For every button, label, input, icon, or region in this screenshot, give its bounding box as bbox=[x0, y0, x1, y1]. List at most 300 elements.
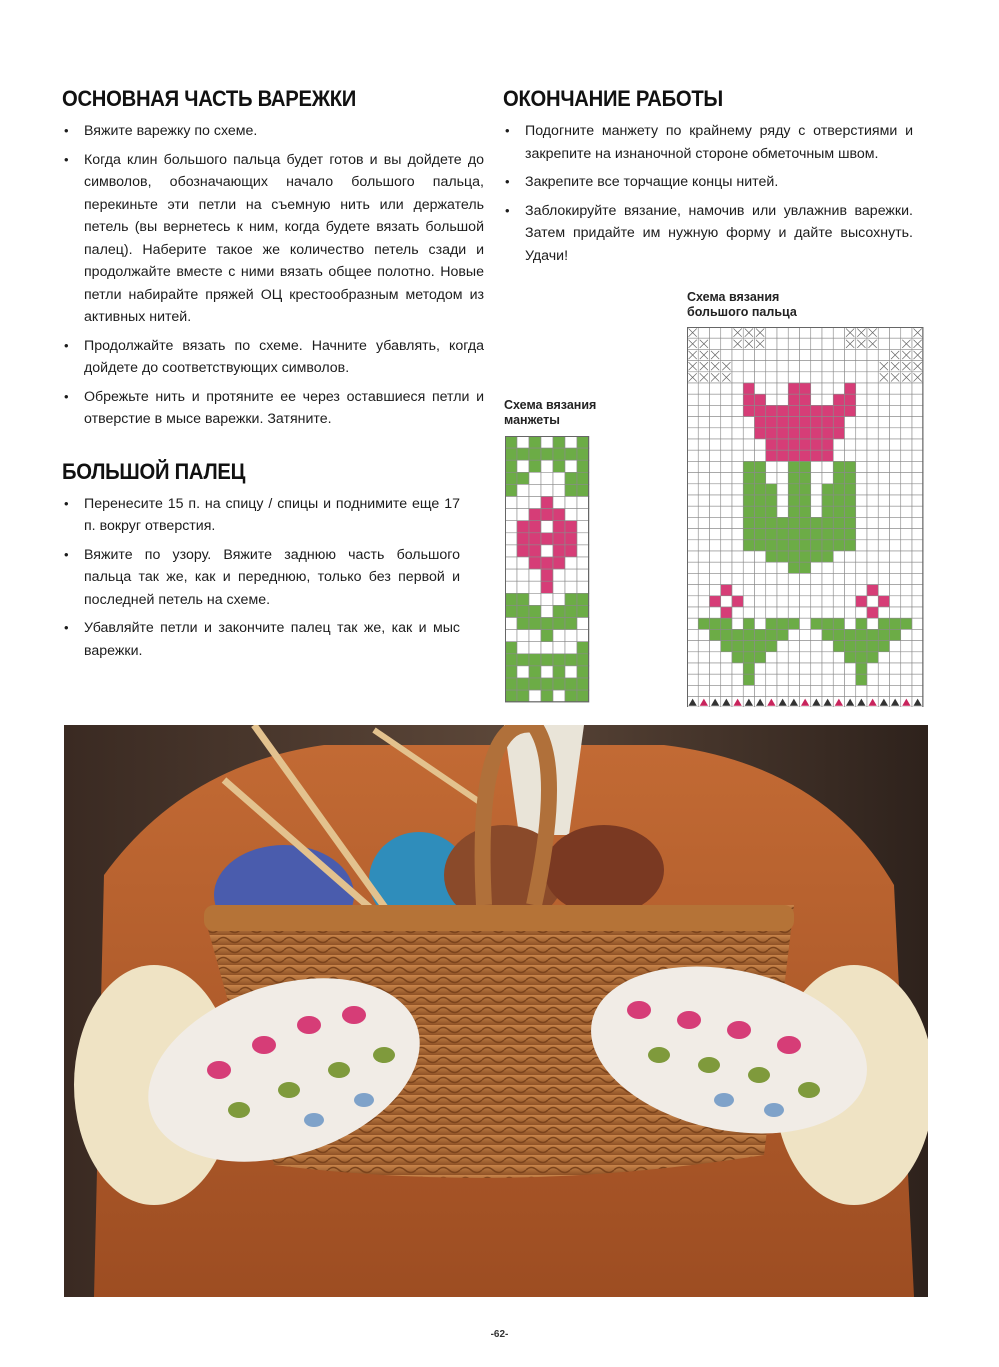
chart-cell bbox=[856, 361, 867, 372]
chart-cell bbox=[755, 652, 766, 663]
chart-cell bbox=[878, 473, 889, 484]
chart-cell bbox=[529, 460, 541, 472]
chart-cell bbox=[890, 439, 901, 450]
chart-cell bbox=[732, 383, 743, 394]
chart-cell bbox=[845, 349, 856, 360]
chart-cell bbox=[743, 349, 754, 360]
chart-cell bbox=[845, 573, 856, 584]
chart-cell bbox=[800, 405, 811, 416]
chart-cell bbox=[766, 450, 777, 461]
chart-cell bbox=[721, 618, 732, 629]
chart-cell bbox=[811, 327, 822, 338]
chart-cell bbox=[890, 573, 901, 584]
chart-cell bbox=[766, 573, 777, 584]
chart-cell bbox=[577, 472, 589, 484]
chart-cell bbox=[505, 545, 517, 557]
chart-cell bbox=[777, 629, 788, 640]
chart-cell bbox=[901, 596, 912, 607]
chart-cell bbox=[845, 596, 856, 607]
chart-cell bbox=[710, 327, 721, 338]
list-item: • Вяжите варежку по схеме. bbox=[62, 120, 484, 143]
chart-cell bbox=[867, 652, 878, 663]
chart-cell bbox=[743, 607, 754, 618]
chart-cell bbox=[777, 562, 788, 573]
chart-cell bbox=[732, 461, 743, 472]
chart-cell bbox=[777, 372, 788, 383]
chart-cell bbox=[541, 642, 553, 654]
chart-cell bbox=[856, 383, 867, 394]
chart-cell bbox=[710, 484, 721, 495]
chart-cell bbox=[766, 596, 777, 607]
chart-cell bbox=[755, 573, 766, 584]
chart-cell bbox=[710, 629, 721, 640]
chart-cell bbox=[867, 663, 878, 674]
chart-cell bbox=[800, 506, 811, 517]
chart-cell bbox=[833, 372, 844, 383]
chart-cell bbox=[541, 605, 553, 617]
chart-cell bbox=[878, 428, 889, 439]
chart-cell bbox=[811, 573, 822, 584]
chart-cell bbox=[755, 629, 766, 640]
chart-cell bbox=[577, 484, 589, 496]
chart-cell bbox=[710, 461, 721, 472]
chart-cell bbox=[777, 394, 788, 405]
chart-cell bbox=[721, 405, 732, 416]
chart-cell bbox=[800, 484, 811, 495]
chart-cell bbox=[845, 517, 856, 528]
chart-cell bbox=[698, 641, 709, 652]
chart-cell bbox=[766, 529, 777, 540]
chart-cell bbox=[553, 569, 565, 581]
chart-cell bbox=[565, 666, 577, 678]
chart-cell bbox=[800, 461, 811, 472]
chart-cell bbox=[901, 428, 912, 439]
list-item: • Подогните манжету по крайнему ряду с отверстиями и закрепите на изнаночной стороне обметочным швом. bbox=[503, 120, 913, 165]
chart-cell bbox=[766, 372, 777, 383]
chart-cell bbox=[811, 551, 822, 562]
chart-cell bbox=[541, 545, 553, 557]
chart-cell bbox=[553, 448, 565, 460]
chart-cell bbox=[505, 630, 517, 642]
chart-cell bbox=[845, 495, 856, 506]
chart-cell bbox=[878, 685, 889, 696]
chart-cell bbox=[845, 663, 856, 674]
chart-cell bbox=[577, 545, 589, 557]
chart-cell bbox=[777, 338, 788, 349]
chart-cell bbox=[788, 506, 799, 517]
chart-cell bbox=[890, 529, 901, 540]
chart-cell bbox=[766, 674, 777, 685]
chart-cell bbox=[517, 509, 529, 521]
chart-cell bbox=[833, 461, 844, 472]
chart-cell bbox=[777, 618, 788, 629]
chart-cell bbox=[732, 439, 743, 450]
chart-cell bbox=[541, 436, 553, 448]
chart-cell bbox=[721, 349, 732, 360]
chart-cell bbox=[777, 607, 788, 618]
chart-cell bbox=[505, 605, 517, 617]
chart-cell bbox=[822, 383, 833, 394]
chart-cell bbox=[856, 394, 867, 405]
chart-cell bbox=[698, 562, 709, 573]
chart-cell bbox=[577, 460, 589, 472]
chart-cell bbox=[755, 394, 766, 405]
chart-cell bbox=[721, 551, 732, 562]
chart-cell bbox=[867, 383, 878, 394]
chart-cell bbox=[755, 663, 766, 674]
chart-cell bbox=[890, 461, 901, 472]
photo-basket-with-mittens bbox=[64, 725, 928, 1297]
chart-cell bbox=[800, 663, 811, 674]
chart-cell bbox=[710, 573, 721, 584]
chart-cell bbox=[788, 495, 799, 506]
chart-cell bbox=[912, 529, 923, 540]
right-column bbox=[503, 86, 913, 273]
chart-cell bbox=[743, 596, 754, 607]
chart-cell bbox=[710, 450, 721, 461]
chart-cell bbox=[517, 605, 529, 617]
chart-cell bbox=[777, 450, 788, 461]
chart-cell bbox=[553, 666, 565, 678]
chart-cell bbox=[800, 372, 811, 383]
chart-cell bbox=[565, 642, 577, 654]
chart-cell bbox=[822, 506, 833, 517]
chart-cell bbox=[878, 484, 889, 495]
chart-cell bbox=[755, 495, 766, 506]
chart-cell bbox=[822, 461, 833, 472]
chart-cell bbox=[710, 439, 721, 450]
chart-cell bbox=[833, 562, 844, 573]
chart-cell bbox=[822, 484, 833, 495]
chart-cell bbox=[856, 607, 867, 618]
chart-cell bbox=[721, 428, 732, 439]
chart-cell bbox=[766, 383, 777, 394]
chart-cell bbox=[856, 629, 867, 640]
chart-cell bbox=[698, 618, 709, 629]
chart-cell bbox=[732, 562, 743, 573]
chart-cell bbox=[833, 338, 844, 349]
chart-cell bbox=[721, 484, 732, 495]
chart-cell bbox=[878, 327, 889, 338]
chart-cell bbox=[777, 551, 788, 562]
chart-cell bbox=[878, 573, 889, 584]
chart-cell bbox=[867, 596, 878, 607]
chart-cell bbox=[833, 674, 844, 685]
chart-cell bbox=[800, 349, 811, 360]
chart-cell bbox=[743, 361, 754, 372]
chart-cell bbox=[698, 663, 709, 674]
chart-cell bbox=[710, 495, 721, 506]
chart-cell bbox=[505, 533, 517, 545]
chart-cell bbox=[529, 593, 541, 605]
chart-cell bbox=[833, 663, 844, 674]
chart-cell bbox=[698, 573, 709, 584]
chart-cell bbox=[800, 495, 811, 506]
chart-cell bbox=[811, 529, 822, 540]
chart-cell bbox=[687, 663, 698, 674]
chart-cell bbox=[687, 540, 698, 551]
chart-cell bbox=[687, 685, 698, 696]
chart-cell bbox=[878, 618, 889, 629]
chart-cell bbox=[845, 607, 856, 618]
chart-cell bbox=[811, 338, 822, 349]
chart-cell bbox=[867, 540, 878, 551]
chart-cell bbox=[565, 448, 577, 460]
chart-cell bbox=[732, 607, 743, 618]
chart-cell bbox=[710, 607, 721, 618]
chart-cell bbox=[811, 405, 822, 416]
chart-cell bbox=[541, 666, 553, 678]
main-part-list bbox=[62, 120, 484, 431]
chart-cell bbox=[517, 521, 529, 533]
list-item: • Обрежьте нить и протяните ее через оставшиеся петли и отверстие в мысе варежки. Затяните. bbox=[62, 386, 484, 431]
chart-cell bbox=[505, 593, 517, 605]
chart-cell bbox=[505, 618, 517, 630]
chart-cell bbox=[800, 417, 811, 428]
chart-cell bbox=[721, 607, 732, 618]
chart-cell bbox=[743, 394, 754, 405]
chart-cell bbox=[800, 551, 811, 562]
chart-cell bbox=[867, 495, 878, 506]
chart-cell bbox=[833, 405, 844, 416]
chart-cell bbox=[890, 618, 901, 629]
thumb-knitting-chart bbox=[687, 327, 924, 707]
chart-cell bbox=[541, 630, 553, 642]
chart-cell bbox=[541, 484, 553, 496]
chart-cell bbox=[800, 607, 811, 618]
chart-cell bbox=[721, 517, 732, 528]
chart-cell bbox=[755, 484, 766, 495]
chart-cell bbox=[687, 450, 698, 461]
chart-cell bbox=[822, 338, 833, 349]
chart-cell bbox=[698, 607, 709, 618]
chart-cell bbox=[698, 428, 709, 439]
chart-cell bbox=[788, 685, 799, 696]
chart-cell bbox=[505, 509, 517, 521]
cuff-chart-title bbox=[504, 398, 596, 428]
chart-cell bbox=[800, 361, 811, 372]
chart-cell bbox=[698, 540, 709, 551]
chart-cell bbox=[777, 663, 788, 674]
chart-cell bbox=[687, 629, 698, 640]
chart-cell bbox=[912, 652, 923, 663]
chart-cell bbox=[529, 436, 541, 448]
chart-cell bbox=[788, 461, 799, 472]
chart-cell bbox=[912, 439, 923, 450]
chart-cell bbox=[755, 562, 766, 573]
chart-cell bbox=[687, 674, 698, 685]
chart-cell bbox=[721, 663, 732, 674]
chart-cell bbox=[890, 417, 901, 428]
chart-cell bbox=[890, 596, 901, 607]
chart-cell bbox=[890, 562, 901, 573]
chart-cell bbox=[743, 461, 754, 472]
chart-cell bbox=[912, 685, 923, 696]
chart-cell bbox=[529, 642, 541, 654]
chart-cell bbox=[811, 641, 822, 652]
chart-cell bbox=[732, 652, 743, 663]
chart-cell bbox=[867, 372, 878, 383]
chart-cell bbox=[845, 383, 856, 394]
chart-cell bbox=[553, 654, 565, 666]
chart-cell bbox=[811, 607, 822, 618]
chart-cell bbox=[890, 585, 901, 596]
chart-cell bbox=[845, 372, 856, 383]
chart-cell bbox=[698, 674, 709, 685]
chart-cell bbox=[833, 394, 844, 405]
chart-cell bbox=[687, 652, 698, 663]
chart-cell bbox=[721, 562, 732, 573]
chart-cell bbox=[755, 450, 766, 461]
chart-cell bbox=[845, 484, 856, 495]
chart-cell bbox=[687, 484, 698, 495]
chart-cell bbox=[565, 593, 577, 605]
chart-cell bbox=[565, 557, 577, 569]
chart-cell bbox=[867, 394, 878, 405]
chart-cell bbox=[755, 428, 766, 439]
chart-cell bbox=[800, 394, 811, 405]
chart-cell bbox=[721, 394, 732, 405]
chart-cell bbox=[710, 383, 721, 394]
chart-cell bbox=[529, 630, 541, 642]
chart-cell bbox=[811, 383, 822, 394]
chart-cell bbox=[811, 417, 822, 428]
chart-cell bbox=[687, 517, 698, 528]
chart-cell bbox=[577, 654, 589, 666]
chart-cell bbox=[811, 685, 822, 696]
chart-cell bbox=[517, 436, 529, 448]
chart-cell bbox=[687, 618, 698, 629]
chart-cell bbox=[732, 573, 743, 584]
chart-cell bbox=[890, 495, 901, 506]
chart-cell bbox=[505, 448, 517, 460]
chart-cell bbox=[517, 448, 529, 460]
chart-cell bbox=[577, 593, 589, 605]
chart-cell bbox=[766, 585, 777, 596]
chart-cell bbox=[912, 540, 923, 551]
chart-cell bbox=[766, 361, 777, 372]
chart-cell bbox=[541, 497, 553, 509]
chart-cell bbox=[710, 663, 721, 674]
section-heading-main-part: ОСНОВНАЯ ЧАСТЬ ВАРЕЖКИ bbox=[62, 86, 357, 111]
chart-cell bbox=[811, 629, 822, 640]
chart-cell bbox=[822, 439, 833, 450]
chart-cell bbox=[800, 517, 811, 528]
chart-cell bbox=[766, 618, 777, 629]
chart-cell bbox=[710, 685, 721, 696]
chart-cell bbox=[565, 533, 577, 545]
chart-cell bbox=[878, 439, 889, 450]
chart-cell bbox=[822, 540, 833, 551]
chart-cell bbox=[517, 630, 529, 642]
chart-cell bbox=[878, 629, 889, 640]
chart-cell bbox=[565, 460, 577, 472]
chart-cell bbox=[890, 540, 901, 551]
chart-cell bbox=[505, 557, 517, 569]
chart-cell bbox=[822, 573, 833, 584]
chart-cell bbox=[856, 439, 867, 450]
chart-cell bbox=[553, 630, 565, 642]
thumb-chart-title-line2: большого пальца bbox=[687, 305, 797, 319]
chart-cell bbox=[788, 585, 799, 596]
chart-cell bbox=[912, 641, 923, 652]
chart-cell bbox=[698, 585, 709, 596]
chart-cell bbox=[732, 585, 743, 596]
chart-cell bbox=[565, 521, 577, 533]
chart-cell bbox=[553, 593, 565, 605]
chart-cell bbox=[811, 663, 822, 674]
chart-cell bbox=[901, 473, 912, 484]
chart-cell bbox=[856, 461, 867, 472]
chart-cell bbox=[890, 517, 901, 528]
chart-cell bbox=[577, 581, 589, 593]
chart-cell bbox=[867, 585, 878, 596]
chart-cell bbox=[577, 436, 589, 448]
chart-cell bbox=[721, 461, 732, 472]
chart-cell bbox=[710, 551, 721, 562]
chart-cell bbox=[698, 473, 709, 484]
chart-cell bbox=[721, 495, 732, 506]
chart-cell bbox=[732, 349, 743, 360]
chart-cell bbox=[811, 428, 822, 439]
chart-cell bbox=[833, 327, 844, 338]
chart-cell bbox=[777, 473, 788, 484]
chart-cell bbox=[800, 596, 811, 607]
chart-cell bbox=[777, 327, 788, 338]
chart-cell bbox=[755, 596, 766, 607]
chart-cell bbox=[912, 573, 923, 584]
chart-cell bbox=[788, 394, 799, 405]
chart-cell bbox=[890, 405, 901, 416]
chart-cell bbox=[788, 674, 799, 685]
chart-cell bbox=[901, 383, 912, 394]
chart-cell bbox=[856, 641, 867, 652]
chart-cell bbox=[845, 674, 856, 685]
list-item: • Перенесите 15 п. на спицу / спицы и поднимите еще 17 п. вокруг отверстия. bbox=[62, 493, 460, 538]
chart-cell bbox=[822, 495, 833, 506]
chart-cell bbox=[878, 607, 889, 618]
chart-cell bbox=[822, 585, 833, 596]
chart-cell bbox=[732, 540, 743, 551]
chart-cell bbox=[822, 428, 833, 439]
chart-cell bbox=[755, 540, 766, 551]
chart-cell bbox=[901, 652, 912, 663]
chart-cell bbox=[505, 666, 517, 678]
chart-cell bbox=[800, 674, 811, 685]
chart-cell bbox=[912, 405, 923, 416]
chart-cell bbox=[890, 473, 901, 484]
chart-cell bbox=[811, 517, 822, 528]
chart-cell bbox=[777, 517, 788, 528]
chart-cell bbox=[867, 484, 878, 495]
chart-cell bbox=[800, 652, 811, 663]
chart-cell bbox=[777, 439, 788, 450]
chart-cell bbox=[788, 607, 799, 618]
chart-cell bbox=[732, 428, 743, 439]
chart-cell bbox=[856, 674, 867, 685]
chart-cell bbox=[845, 428, 856, 439]
chart-cell bbox=[698, 517, 709, 528]
chart-cell bbox=[822, 327, 833, 338]
chart-cell bbox=[822, 473, 833, 484]
chart-cell bbox=[788, 573, 799, 584]
chart-cell bbox=[878, 383, 889, 394]
chart-cell bbox=[912, 473, 923, 484]
chart-cell bbox=[878, 540, 889, 551]
chart-cell bbox=[743, 450, 754, 461]
chart-cell bbox=[788, 338, 799, 349]
chart-cell bbox=[878, 596, 889, 607]
